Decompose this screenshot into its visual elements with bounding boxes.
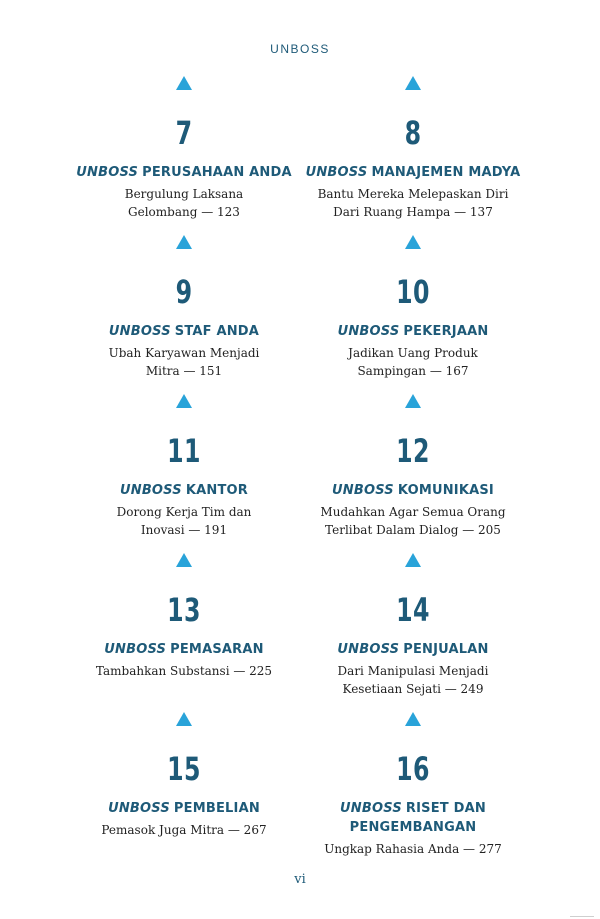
chapter-title	[64, 799, 304, 818]
chapter-brand: UNBOSS	[108, 324, 171, 339]
chapter-title	[293, 799, 533, 837]
chapter-number: 14	[396, 591, 430, 629]
chapter-description-line: Bergulung Laksana	[124, 187, 244, 201]
page-edge-divider	[570, 916, 594, 917]
chapter-description-line: Dorong Kerja Tim dan	[116, 505, 252, 519]
chapter-title-text: KOMUNIKASI	[397, 483, 494, 498]
triangle-up-icon	[405, 76, 421, 90]
running-header: UNBOSS	[270, 42, 330, 56]
chapter-title	[64, 322, 304, 341]
chapter-brand: UNBOSS	[76, 165, 139, 180]
chapter-description	[64, 344, 304, 380]
toc-entry-15[interactable]	[64, 712, 304, 871]
chapter-description-line: Sampingan — 167	[357, 364, 469, 378]
chapter-description-line: Mitra — 151	[145, 364, 223, 378]
toc-entry-14[interactable]	[293, 553, 533, 712]
chapter-number: 11	[167, 432, 201, 470]
chapter-title-text: RISET DAN PENGEMBANGAN	[349, 801, 486, 835]
triangle-up-icon	[176, 76, 192, 90]
chapter-description-line: Jadikan Uang Produk	[348, 346, 478, 360]
chapter-title	[293, 163, 533, 182]
chapter-brand: UNBOSS	[119, 483, 182, 498]
toc-entry-16[interactable]	[293, 712, 533, 871]
toc-column-left	[64, 76, 304, 871]
chapter-description-line: Terlibat Dalam Dialog — 205	[325, 523, 501, 537]
chapter-number: 13	[167, 591, 201, 629]
chapter-number: 15	[167, 750, 201, 788]
chapter-title	[293, 481, 533, 500]
chapter-title	[64, 481, 304, 500]
toc-entry-10[interactable]	[293, 235, 533, 394]
toc-entry-9[interactable]	[64, 235, 304, 394]
toc-entry-13[interactable]	[64, 553, 304, 712]
chapter-number: 12	[396, 432, 430, 470]
chapter-number: 7	[175, 114, 193, 152]
chapter-number: 9	[175, 273, 193, 311]
chapter-description-line: Dari Manipulasi Menjadi	[337, 664, 489, 678]
chapter-brand: UNBOSS	[108, 801, 170, 816]
chapter-title-text: PEKERJAAN	[403, 324, 489, 339]
chapter-description-line: Inovasi — 191	[140, 523, 228, 537]
chapter-title-text: PEMASARAN	[170, 642, 264, 657]
chapter-description	[293, 662, 533, 698]
chapter-description	[293, 344, 533, 380]
triangle-up-icon	[176, 394, 192, 408]
chapter-description-line: Ubah Karyawan Menjadi	[108, 346, 260, 360]
triangle-up-icon	[176, 235, 192, 249]
chapter-title	[293, 322, 533, 341]
chapter-description	[64, 662, 304, 680]
toc-entry-8[interactable]	[293, 76, 533, 235]
chapter-description-line: Dari Ruang Hampa — 137	[333, 205, 493, 219]
triangle-up-icon	[405, 394, 421, 408]
chapter-brand: UNBOSS	[337, 642, 400, 657]
triangle-up-icon	[176, 712, 192, 726]
triangle-up-icon	[176, 553, 192, 567]
chapter-title	[293, 640, 533, 659]
chapter-description-line: Pemasok Juga Mitra — 267	[101, 823, 267, 837]
chapter-title-text: KANTOR	[185, 483, 248, 498]
chapter-title-text: PEMBELIAN	[173, 801, 260, 816]
toc-entry-7[interactable]	[64, 76, 304, 235]
chapter-description	[64, 503, 304, 539]
toc-entry-11[interactable]	[64, 394, 304, 553]
chapter-title-text: MANAJEMEN MADYA	[371, 165, 521, 180]
triangle-up-icon	[405, 235, 421, 249]
chapter-brand: UNBOSS	[104, 642, 167, 657]
chapter-description-line: Mudahkan Agar Semua Orang	[320, 505, 506, 519]
chapter-description	[293, 503, 533, 539]
triangle-up-icon	[405, 712, 421, 726]
chapter-number: 8	[404, 114, 422, 152]
chapter-description-line: Kesetiaan Sejati — 249	[342, 682, 484, 696]
toc-entry-12[interactable]	[293, 394, 533, 553]
chapter-brand: UNBOSS	[340, 801, 402, 816]
chapter-brand: UNBOSS	[332, 483, 394, 498]
triangle-up-icon	[405, 553, 421, 567]
chapter-brand: UNBOSS	[305, 165, 368, 180]
chapter-title	[64, 163, 304, 182]
chapter-number: 16	[396, 750, 430, 788]
chapter-title-text: PENJUALAN	[403, 642, 489, 657]
chapter-description-line: Tambahkan Substansi — 225	[95, 664, 273, 678]
chapter-description-line: Gelombang — 123	[128, 205, 240, 219]
chapter-description	[64, 821, 304, 839]
chapter-description-line: Bantu Mereka Melepaskan Diri	[317, 187, 509, 201]
chapter-title-text: STAF ANDA	[174, 324, 260, 339]
page-number: vi	[294, 872, 306, 887]
chapter-title-text: PERUSAHAAN ANDA	[142, 165, 292, 180]
chapter-number: 10	[396, 273, 430, 311]
chapter-description	[293, 840, 533, 858]
chapter-description	[64, 185, 304, 221]
chapter-brand: UNBOSS	[337, 324, 400, 339]
toc-column-right	[293, 76, 533, 871]
chapter-title	[64, 640, 304, 659]
chapter-description-line: Ungkap Rahasia Anda — 277	[324, 842, 502, 856]
chapter-description	[293, 185, 533, 221]
